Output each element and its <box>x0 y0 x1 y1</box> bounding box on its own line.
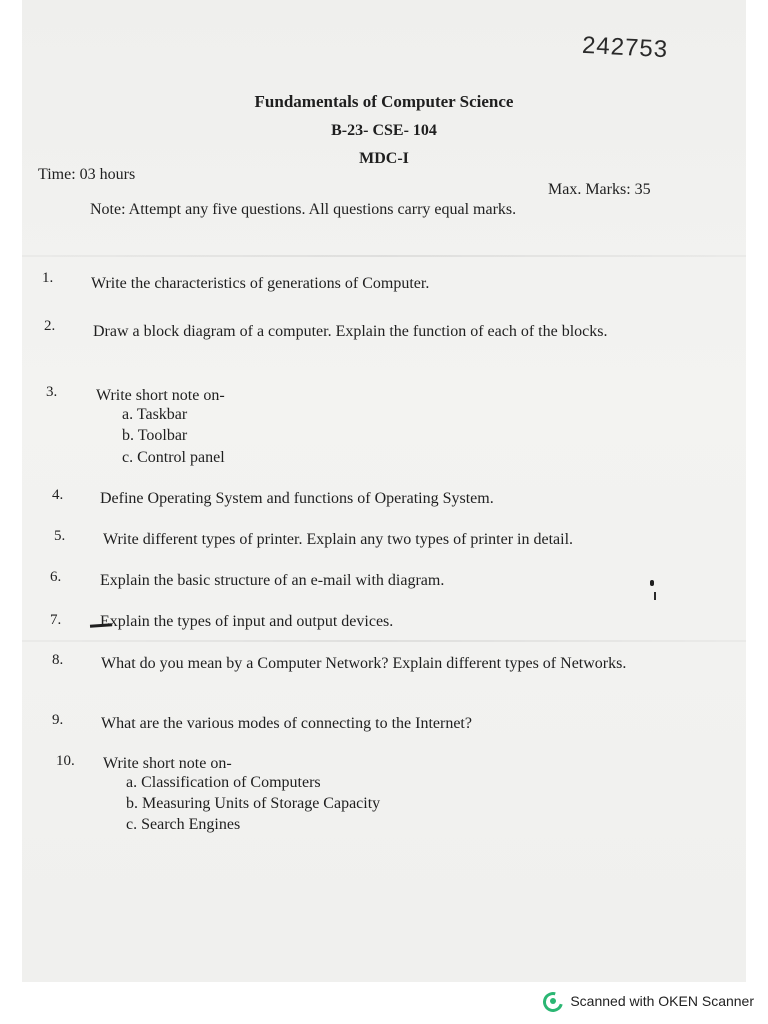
instructions-note: Note: Attempt any five questions. All questions carry equal marks. <box>90 201 517 218</box>
question-text: Define Operating System and functions of Operating System. <box>100 490 494 507</box>
question-number: 6. <box>50 569 62 585</box>
question-text: Write different types of printer. Explain any two types of printer in detail. <box>103 531 574 548</box>
stray-ink-mark <box>650 580 654 586</box>
sub-question: c. Search Engines <box>126 816 241 833</box>
handwritten-roll-number: 242753 <box>581 31 669 64</box>
question-number: 5. <box>54 528 66 544</box>
question-text: What are the various modes of connecting to the Internet? <box>101 715 472 732</box>
scanner-watermark <box>542 990 754 1012</box>
exam-paper <box>22 0 746 982</box>
question-text: Write short note on- <box>103 755 232 772</box>
scanner-watermark-label: Scanned with OKEN Scanner <box>570 993 754 1009</box>
question-number: 10. <box>56 753 75 769</box>
question-number: 2. <box>44 318 56 334</box>
oken-scanner-logo-icon <box>542 991 562 1011</box>
stray-ink-mark <box>654 592 656 600</box>
question-text: Write short note on- <box>96 387 225 404</box>
sub-question: b. Measuring Units of Storage Capacity <box>126 795 381 812</box>
paper-section: MDC-I <box>359 150 409 167</box>
paper-title: Fundamentals of Computer Science <box>254 92 514 111</box>
question-text: Draw a block diagram of a computer. Explain the function of each of the blocks. <box>93 323 608 340</box>
question-number: 1. <box>42 270 54 286</box>
question-number: 8. <box>52 652 64 668</box>
time-allowed: Time: 03 hours <box>38 166 136 183</box>
question-text: Explain the basic structure of an e-mail with diagram. <box>100 572 445 589</box>
sub-question: a. Taskbar <box>122 406 188 423</box>
question-text: What do you mean by a Computer Network? Explain different types of Networks. <box>101 655 627 672</box>
sub-question: a. Classification of Computers <box>126 774 321 791</box>
question-text: Explain the types of input and output devices. <box>100 613 394 630</box>
paper-fold-line <box>22 640 746 642</box>
paper-fold-line <box>22 255 746 257</box>
sub-question: b. Toolbar <box>122 427 188 444</box>
question-number: 3. <box>46 384 58 400</box>
question-number: 7. <box>50 612 62 628</box>
sub-question: c. Control panel <box>122 449 225 466</box>
question-number: 9. <box>52 712 64 728</box>
max-marks: Max. Marks: 35 <box>548 181 651 198</box>
paper-code: B-23- CSE- 104 <box>331 122 437 139</box>
question-text: Write the characteristics of generations of Computer. <box>91 275 430 292</box>
question-number: 4. <box>52 487 64 503</box>
